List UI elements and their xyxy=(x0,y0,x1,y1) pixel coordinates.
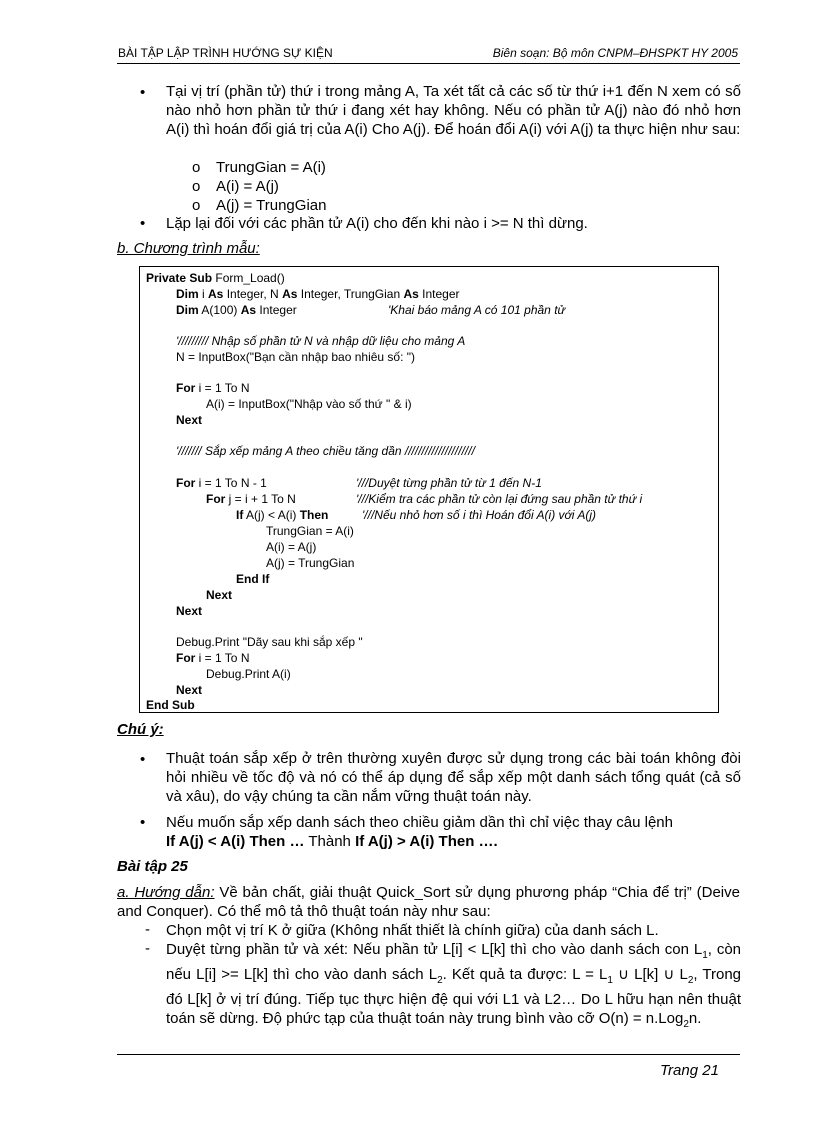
exercise-guide: a. Hướng dẫn: Về bản chất, giải thuật Quick_Sort sử dụng phương pháp “Chia để trị” (Deive and Conquer). Có thể mô tả thô thuật toán này như sau: xyxy=(117,884,740,920)
bullet-icon: • xyxy=(140,814,146,831)
sub-item: o A(i) = A(j) xyxy=(192,178,279,195)
section-b-heading: b. Chương trình mẫu: xyxy=(117,240,260,257)
code-line: Next xyxy=(176,683,203,697)
exercise-step-1: Chọn một vị trí K ở giữa (Không nhất thiết là chính giữa) của danh sách L. xyxy=(166,922,659,939)
code-comment: '///Kiểm tra các phần tử còn lại đứng sau phần tử thứ i xyxy=(356,492,643,506)
code-line: Debug.Print "Dãy sau khi sắp xếp " xyxy=(176,635,363,649)
page-number: Trang 21 xyxy=(660,1062,719,1079)
code-comment: '///Nếu nhỏ hơn số i thì Hoán đổi A(i) với A(j) xyxy=(362,508,597,522)
note-heading: Chú ý: xyxy=(117,721,164,738)
sub-item: o TrungGian = A(i) xyxy=(192,159,326,176)
footer-divider xyxy=(117,1054,740,1055)
code-line: A(i) = InputBox("Nhập vào số thứ " & i) xyxy=(206,397,412,411)
circle-bullet-icon: o xyxy=(192,197,201,214)
circle-bullet-icon: o xyxy=(192,178,201,195)
code-line: Dim A(100) As Integer xyxy=(176,303,297,317)
header-divider xyxy=(117,63,740,64)
exercise-step-2: Duyệt từng phần tử và xét: Nếu phần tử L[i] < L[k] thì cho vào danh sách con $L_1$, còn nếu L[i] >= L[k] thì cho vào danh sách $L_2$. Kết quả ta được: $L = L_1$ ∪ L[k] ∪ $L_2$, Trong đó L[k] ở vị trí đúng. Tiếp tục thực hiện đệ qui với L1 và L2… Do L hữu hạn nên thuật toán sẽ dừng. Độ phức tạp của thuật toán này trung bình vào cỡ O(n) = n.Log$_2$n. xyxy=(166,941,742,1030)
exercise-heading: Bài tập 25 xyxy=(117,858,188,875)
circle-bullet-icon: o xyxy=(192,159,201,176)
note-bullet-1: Thuật toán sắp xếp ở trên thường xuyên được sử dụng trong các bài toán không đòi hỏi nhiều về tốc độ và nó có thể áp dụng để sắp xếp một danh sách tổng quát (cả số và xâu), do vậy chúng ta cần nắm vững thuật toán này. xyxy=(166,750,741,805)
code-comment: 'Khai báo mảng A có 101 phần tử xyxy=(388,303,566,317)
intro-bullet-2: Lặp lại đối với các phần tử A(i) cho đến khi nào i >= N thì dừng. xyxy=(166,215,588,232)
note-bullet-2: Nếu muốn sắp xếp danh sách theo chiều giảm dần thì chỉ việc thay câu lệnh If A(j) < A(i) Then … Thành If A(j) > A(i) Then …. xyxy=(166,814,673,850)
code-line: For i = 1 To N - 1 xyxy=(176,476,267,490)
code-comment: '/////// Sắp xếp mảng A theo chiều tăng dần ///////////////////// xyxy=(176,444,475,458)
code-line: End If xyxy=(236,572,270,586)
code-line: A(j) = TrungGian xyxy=(266,556,355,570)
code-line: Next xyxy=(176,604,203,618)
dash-bullet-icon: - xyxy=(145,921,150,938)
code-line: Next xyxy=(206,588,233,602)
code-box xyxy=(139,266,719,713)
intro-bullet-1: Tại vị trí (phần tử) thứ i trong mảng A, Ta xét tất cả các số từ thứ i+1 đến N xem có số nào nhỏ hơn phần tử thứ i đang xét hay không. Nếu có phần tử A(j) nào đó nhỏ hơn A(i) thì hoán đổi giá trị của A(i) Cho A(j). Để hoán đổi A(i) với A(j) ta thực hiện như sau: xyxy=(166,83,741,138)
code-line: For i = 1 To N xyxy=(176,381,250,395)
bullet-icon: • xyxy=(140,215,146,232)
code-line: If A(j) < A(i) Then xyxy=(236,508,329,522)
code-line: Debug.Print A(i) xyxy=(206,667,291,681)
code-line: Dim i As Integer, N As Integer, TrungGian As Integer xyxy=(176,287,460,301)
code-comment: '///Duyệt từng phần tử từ 1 đến N-1 xyxy=(356,476,542,490)
sub-item: o A(j) = TrungGian xyxy=(192,197,327,214)
header-title: BÀI TẬP LẬP TRÌNH HƯỚNG SỰ KIỆN xyxy=(118,46,333,60)
bullet-icon: • xyxy=(140,751,146,768)
code-line: For i = 1 To N xyxy=(176,651,250,665)
code-line: N = InputBox("Bạn cần nhập bao nhiêu số: ") xyxy=(176,350,416,364)
header-author: Biên soạn: Bộ môn CNPM–ĐHSPKT HY 2005 xyxy=(492,46,738,60)
dash-bullet-icon: - xyxy=(145,940,150,957)
code-line: For j = i + 1 To N xyxy=(206,492,296,506)
code-line: TrungGian = A(i) xyxy=(266,524,354,538)
code-line: Next xyxy=(176,413,203,427)
code-line: A(i) = A(j) xyxy=(266,540,317,554)
bullet-icon: • xyxy=(140,84,146,101)
code-line: Private Sub Form_Load() xyxy=(146,271,285,285)
code-line: End Sub xyxy=(146,698,195,712)
code-comment: '///////// Nhập số phần tử N và nhập dữ liệu cho mảng A xyxy=(176,334,466,348)
